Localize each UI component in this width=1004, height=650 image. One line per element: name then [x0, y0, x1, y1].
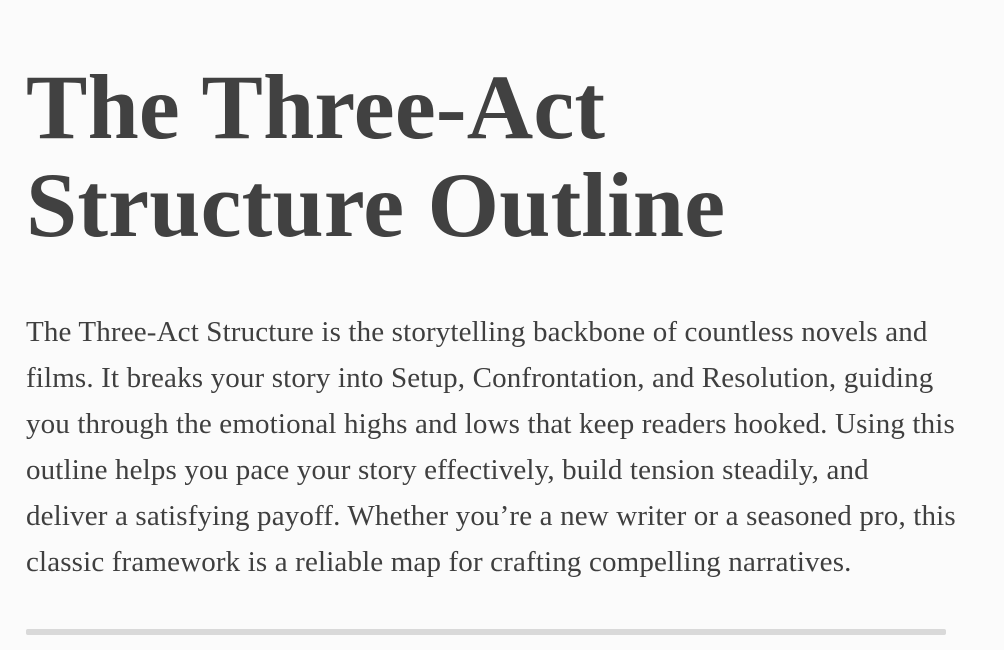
horizontal-scroll-indicator[interactable] [26, 629, 946, 635]
page-title: The Three-Act Structure Outline [26, 56, 726, 256]
article-section [26, 0, 976, 650]
article-description: The Three-Act Structure is the storytelling backbone of countless novels and films. It breaks your story into Setup, Confrontation, and Resolution, guiding you through the emotional highs and lows that keep readers hooked. Using this outline helps you pace your story effectively, build tension steadily, and deliver a satisfying payoff. Whether you’re a new writer or a seasoned pro, this classic framework is a reliable map for crafting compelling narratives. [26, 316, 956, 578]
